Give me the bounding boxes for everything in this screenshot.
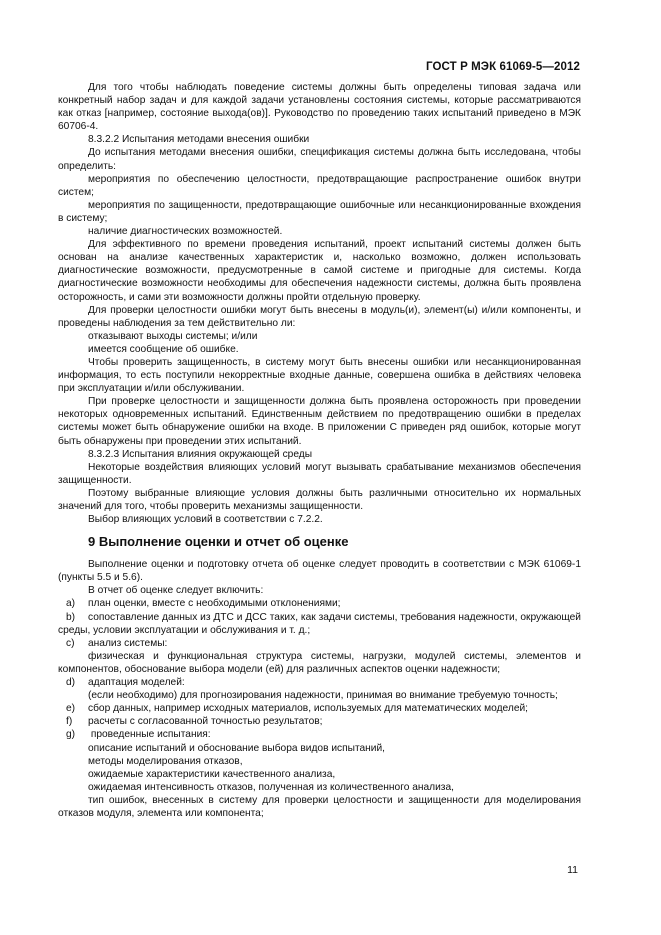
list-item-text: анализ системы: — [88, 637, 168, 649]
document-header: ГОСТ Р МЭК 61069-5—2012 — [426, 61, 580, 73]
list-marker: f) — [66, 716, 73, 728]
paragraph: Для того чтобы наблюдать поведение системы должны быть определены типовая задача или конкретный набор задач и для каждой задачи установлены состояния системы, которые рассматриваются как отказ [например, состояние выхода(ов)]. Руководство по проведению таких испытаний приведено в МЭК 60706-4. — [58, 82, 581, 133]
paragraph: Некоторые воздействия влияющих условий могут вызывать срабатывание механизмов обеспечения защищенности. — [58, 461, 581, 486]
list-item-detail: ожидаемые характеристики качественного анализа, — [88, 768, 336, 780]
paragraph: До испытания методами внесения ошибки, спецификация системы должна быть исследована, чтобы определить: — [58, 147, 581, 172]
list-item-text: проведенные испытания: — [88, 729, 211, 741]
list-item-detail: физическая и функциональная структура системы, нагрузки, модулей системы, элементов и компонентов, обоснование выбора модели (ей) для различных аспектов оценки надежности; — [58, 650, 581, 675]
section-heading: 9 Выполнение оценки и отчет об оценке — [88, 534, 349, 550]
list-marker: d) — [66, 677, 76, 689]
subsection-heading: 8.3.2.3 Испытания влияния окружающей среды — [88, 448, 313, 460]
list-item — [58, 676, 581, 689]
list-item-text: расчеты с согласованной точностью результатов; — [88, 716, 323, 728]
list-item-text: сбор данных, например исходных материалов, используемых для математических моделей; — [88, 703, 528, 715]
paragraph: Чтобы проверить защищенность, в систему могут быть внесены ошибки или несанкционированная информация, то есть поступили некорректные входные данные, совершена ошибка в действиях человека при эксплуатации и/или обслуживании. — [58, 356, 581, 395]
list-item-detail: тип ошибок, внесенных в систему для проверки целостности и защищенности для моделирования отказов модуля, элемента или компонента; — [58, 794, 581, 819]
list-item: отказывают выходы системы; и/или — [88, 330, 258, 342]
list-item: имеется сообщение об ошибке. — [88, 343, 239, 355]
paragraph: Выбор влияющих условий в соответствии с 7.2.2. — [88, 514, 323, 526]
list-item — [58, 728, 581, 741]
list-item: мероприятия по обеспечению целостности, предотвращающие распространение ошибок внутри систем; — [58, 173, 581, 198]
list-marker: b) — [66, 611, 76, 623]
paragraph: Для эффективного по времени проведения испытаний, проект испытаний системы должен быть основан на анализе качественных характеристик и, насколько возможно, должен использовать диагностические возможности, предусмотренные в самой системе и пригодные для системы. Когда диагностические возможности необходимы для обеспечения надежности системы, должна быть проявлена осторожность, и сами эти возможности должны пройти отдельную проверку. — [58, 239, 581, 303]
subsection-heading: 8.3.2.2 Испытания методами внесения ошибки — [88, 134, 310, 146]
list-item: мероприятия по защищенности, предотвращающие ошибочные или несанкционированные вхождения в систему; — [58, 199, 581, 224]
list-item — [58, 715, 581, 728]
paragraph: Выполнение оценки и подготовку отчета об оценке следует проводить в соответствии с МЭК 61069-1 (пункты 5.5 и 5.6). — [58, 559, 581, 584]
list-item: наличие диагностических возможностей. — [88, 226, 283, 238]
list-item-text: адаптация моделей: — [88, 677, 185, 689]
page-number: 11 — [567, 864, 578, 876]
list-marker: g) — [66, 729, 76, 741]
paragraph: Поэтому выбранные влияющие условия должны быть различными относительно их нормальных значений для того, чтобы проверить механизмы защищенности. — [58, 487, 581, 512]
list-item-text: план оценки, вместе с необходимыми отклонениями; — [88, 598, 341, 610]
paragraph: При проверке целостности и защищенности должна быть проявлена осторожность при проведении некоторых одновременных испытаний. Единственным действием по предотвращению ошибки в пределах системы может быть обнаружение ошибки на входе. В приложении С приведен ряд ошибок, которые могут быть обнаружены при проведении этих испытаний. — [58, 396, 581, 447]
list-item-detail: описание испытаний и обоснование выбора видов испытаний, — [88, 742, 386, 754]
paragraph: Для проверки целостности ошибки могут быть внесены в модуль(и), элемент(ы) и/или компоненты, и проведены наблюдения за тем действительно ли: — [58, 304, 581, 329]
list-item — [58, 637, 581, 650]
list-item-detail: (если необходимо) для прогнозирования надежности, принимая во внимание требуемую точность; — [88, 690, 558, 702]
list-item — [58, 702, 581, 715]
list-marker: e) — [66, 703, 76, 715]
document-body — [58, 81, 581, 820]
list-marker: c) — [66, 637, 75, 649]
list-item-text: сопоставление данных из ДТС и ДСС таких, как задачи системы, требования надежности, окружающей среды, условии эксплуатации и обслуживания и т. д.; — [58, 611, 581, 636]
paragraph: В отчет об оценке следует включить: — [88, 585, 264, 597]
list-marker: a) — [66, 598, 76, 610]
list-item-detail: методы моделирования отказов, — [88, 755, 243, 767]
list-item-detail: ожидаемая интенсивность отказов, полученная из количественного анализа, — [88, 781, 454, 793]
list-item — [58, 611, 581, 637]
list-item — [58, 597, 581, 610]
